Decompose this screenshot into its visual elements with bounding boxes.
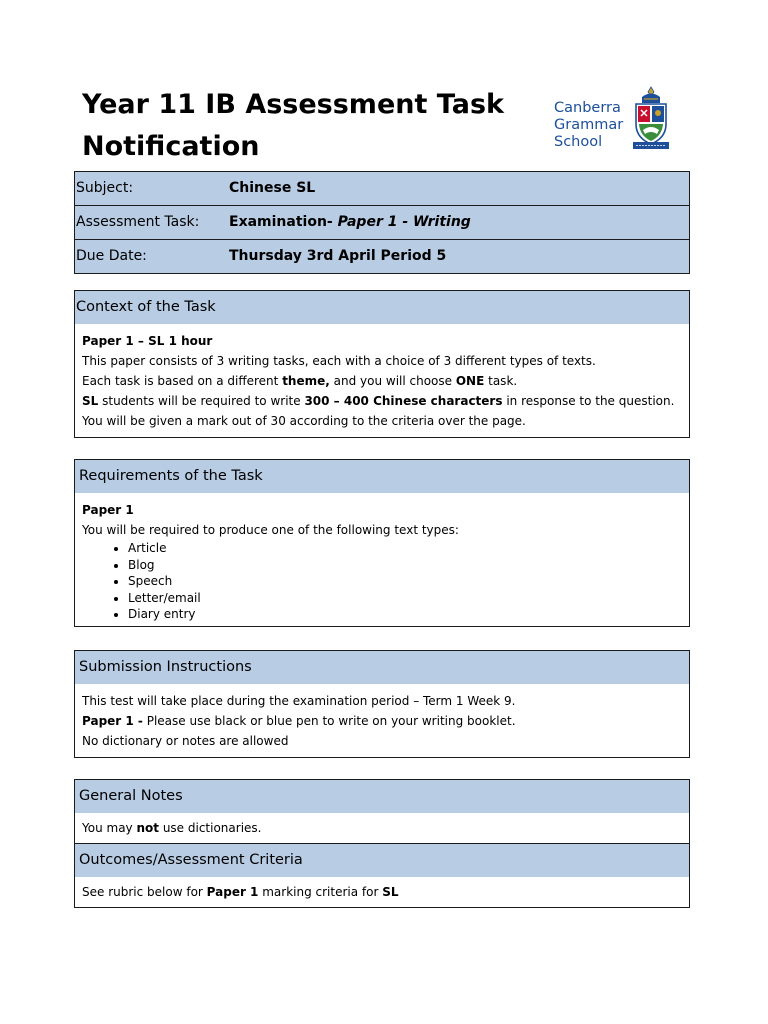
general-notes-body: You may not use dictionaries. (82, 821, 262, 835)
general-notes-section (74, 779, 690, 908)
context-line-4: SL students will be required to write 300 – 400 Chinese characters in response to the question. (82, 394, 675, 408)
list-item: • Article (128, 540, 682, 557)
due-date-label: Due Date: (76, 248, 147, 264)
list-item: • Diary entry (128, 606, 682, 623)
subject-value: Chinese SL (229, 180, 316, 196)
assessment-task-label: Assessment Task: (76, 214, 200, 230)
context-line-3: Each task is based on a different theme, and you will choose ONE task. (82, 374, 518, 388)
due-date-row (75, 239, 689, 273)
text-types-list (82, 540, 682, 623)
general-notes-heading: General Notes (75, 780, 689, 813)
list-item: • Blog (128, 557, 682, 574)
assessment-task-value (229, 206, 471, 239)
requirements-intro: You will be required to produce one of the following text types: (82, 523, 459, 537)
context-line-2: This paper consists of 3 writing tasks, each with a choice of 3 different types of texts. (82, 354, 596, 368)
requirements-section (74, 459, 690, 627)
context-paper-line: Paper 1 – SL 1 hour (82, 334, 213, 348)
page-title (82, 84, 504, 168)
outcomes-body: See rubric below for Paper 1 marking criteria for SL (82, 885, 399, 899)
subject-row (75, 172, 689, 205)
submission-line-3: No dictionary or notes are allowed (82, 734, 289, 748)
outcomes-heading: Outcomes/Assessment Criteria (75, 843, 689, 877)
list-item: • Letter/email (128, 590, 682, 607)
context-line-5: You will be given a mark out of 30 according to the criteria over the page. (82, 414, 526, 428)
school-logo (552, 86, 676, 150)
requirements-heading: Requirements of the Task (75, 460, 689, 493)
task-info-table (74, 171, 690, 274)
assessment-task-row (75, 205, 689, 239)
list-item: • Speech (128, 573, 682, 590)
submission-body (75, 684, 689, 757)
submission-line-1: This test will take place during the examination period – Term 1 Week 9. (82, 694, 516, 708)
submission-line-2: Paper 1 - Please use black or blue pen to write on your writing booklet. (82, 714, 516, 728)
subject-label: Subject: (76, 180, 134, 196)
context-body (75, 324, 689, 437)
requirements-paper: Paper 1 (82, 503, 134, 517)
context-heading: Context of the Task (75, 291, 689, 324)
context-section (74, 290, 690, 438)
due-date-value: Thursday 3rd April Period 5 (229, 248, 447, 264)
requirements-body (75, 493, 689, 626)
logo-line-2: Grammar (554, 117, 624, 133)
logo-text (554, 100, 623, 151)
title-line-1: Year 11 IB Assessment Task (82, 89, 504, 120)
task-value-prefix: Examination- (229, 214, 333, 230)
logo-line-3: School (554, 134, 603, 150)
submission-heading: Submission Instructions (75, 651, 689, 684)
title-line-2: Notification (82, 131, 260, 162)
school-crest-icon (630, 86, 672, 150)
submission-section (74, 650, 690, 758)
logo-line-1: Canberra (554, 100, 621, 116)
task-value-italic: Paper 1 - Writing (337, 214, 471, 230)
